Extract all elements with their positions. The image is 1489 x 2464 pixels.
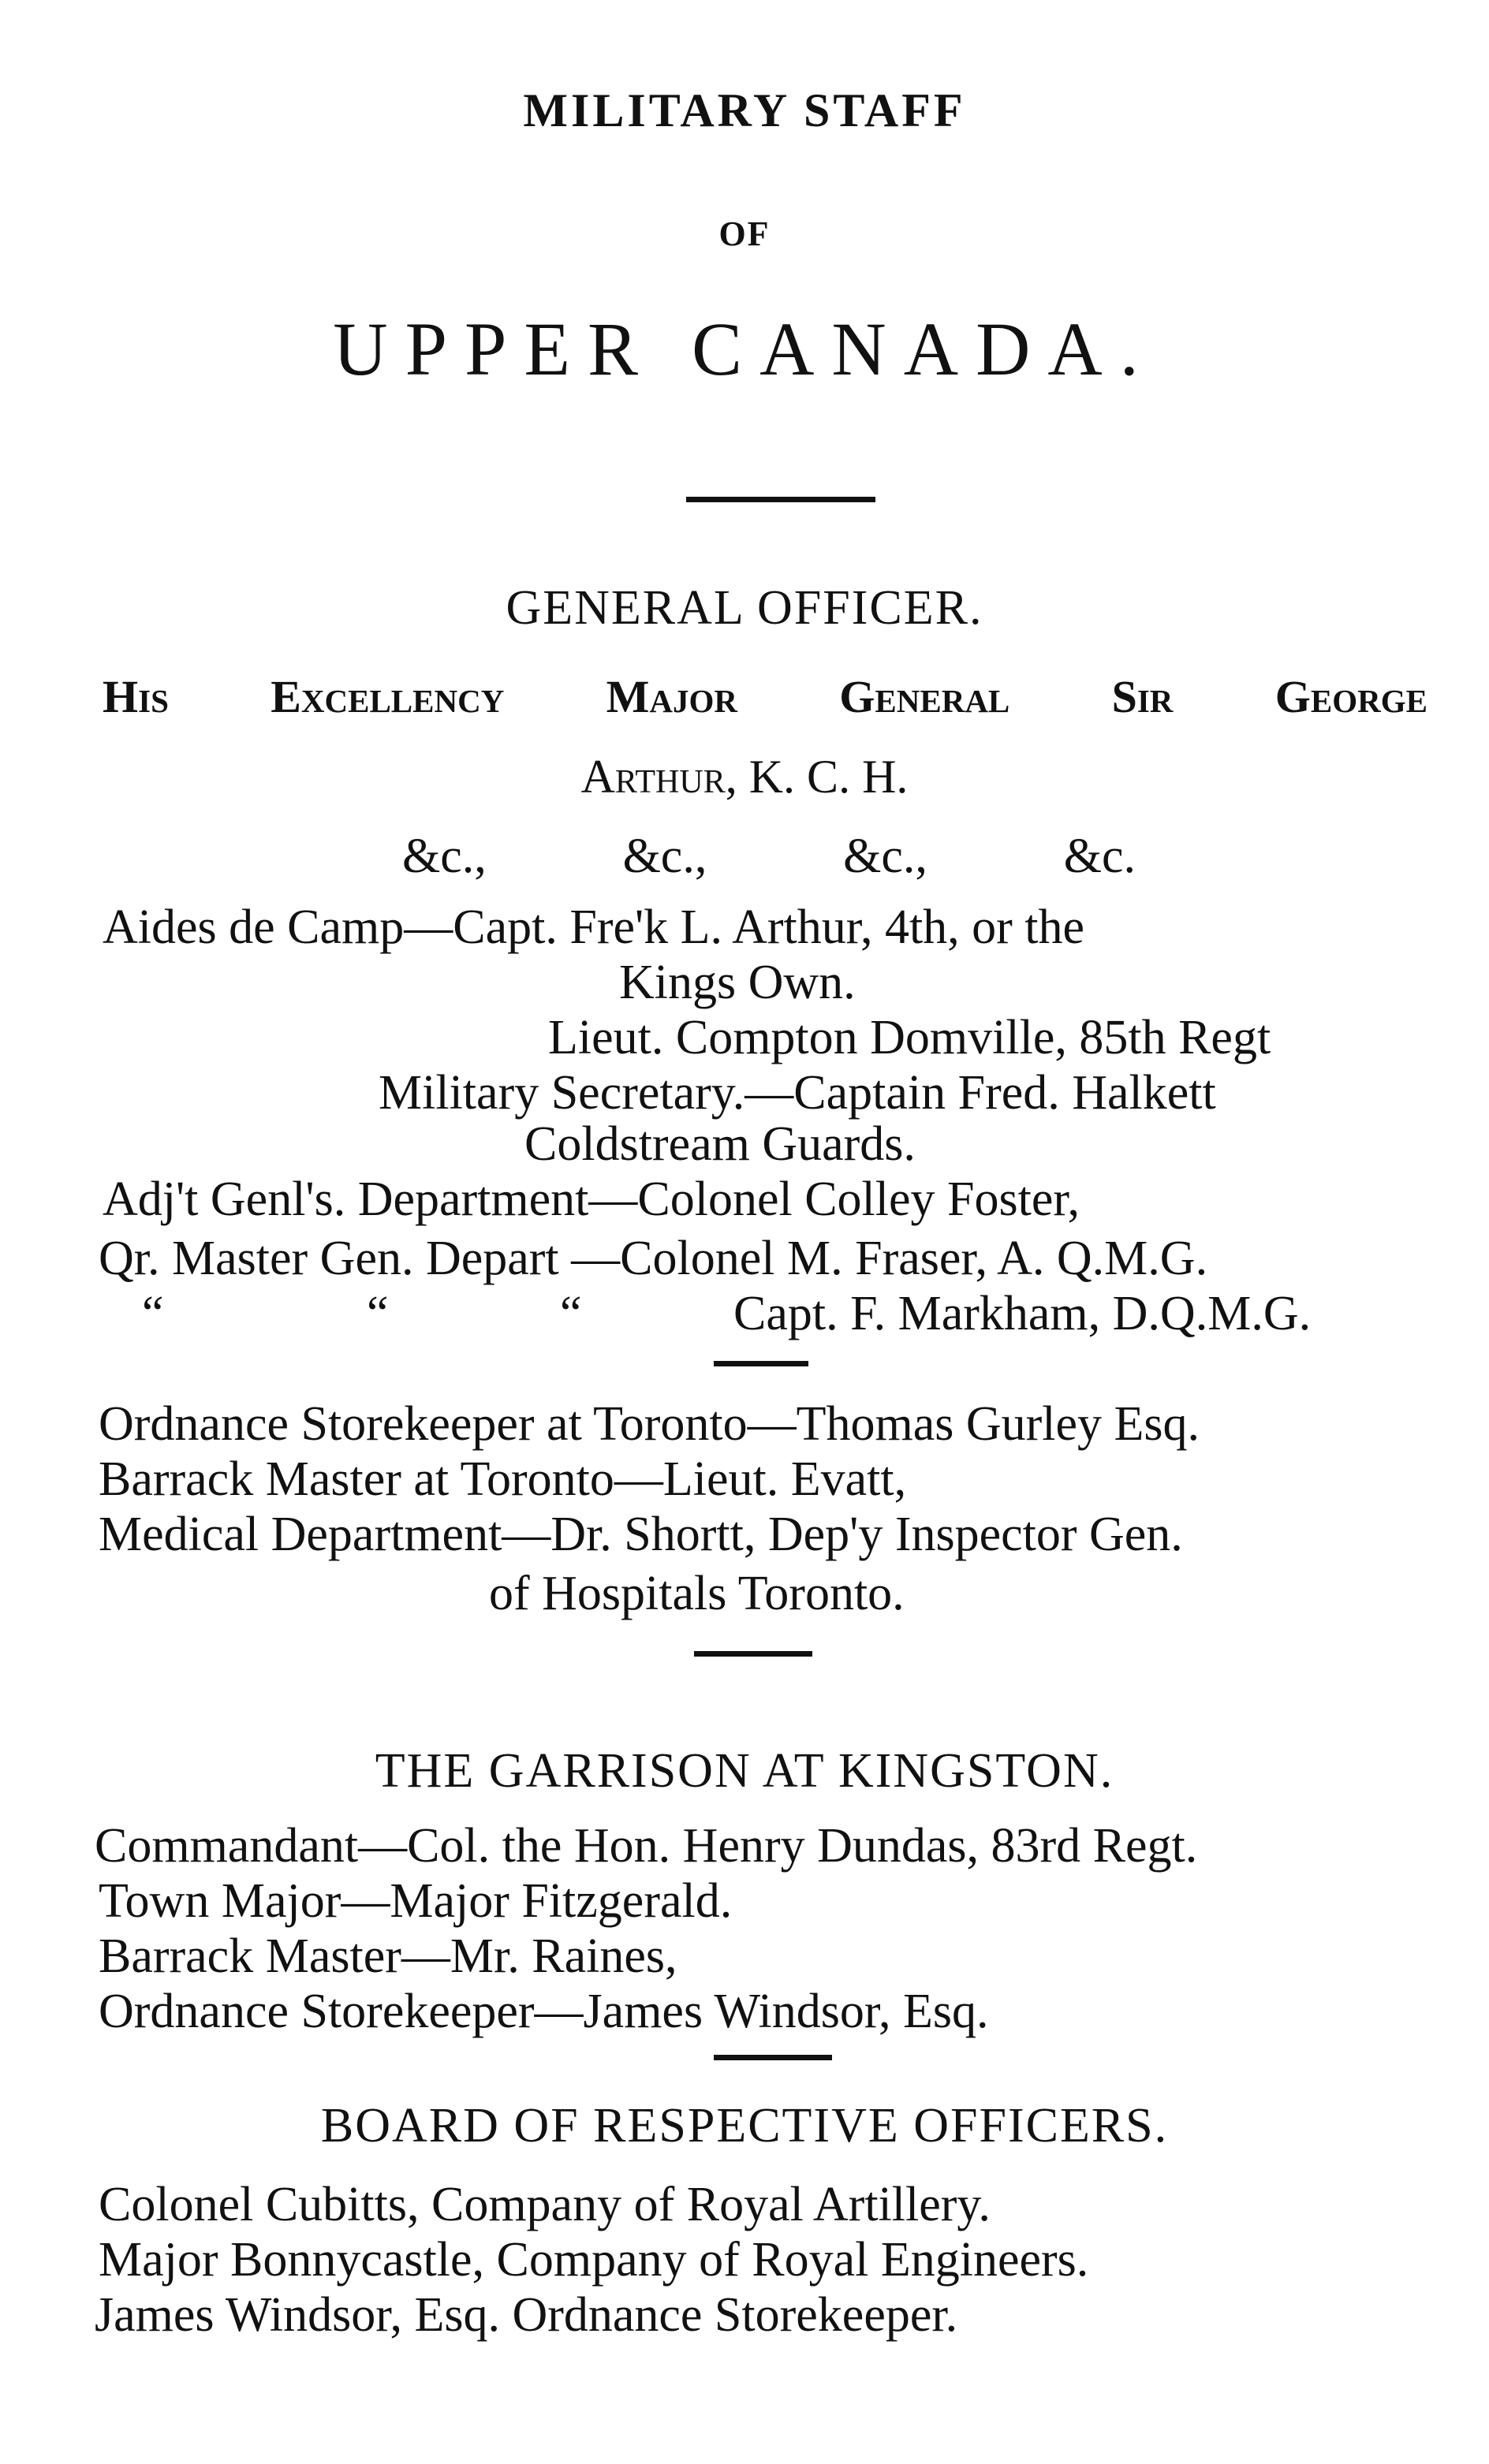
name-word: Sir — [1111, 671, 1174, 722]
kingston-line: Barrack Master—Mr. Raines, — [99, 1929, 677, 1983]
ditto-mark: “ — [142, 1287, 164, 1340]
toronto-ordnance-line: Ordnance Storekeeper at Toronto—Thomas Gurley Esq. — [99, 1397, 1200, 1451]
title-line-2: OF — [718, 214, 771, 253]
divider — [714, 2055, 832, 2060]
board-line: James Windsor, Esq. Ordnance Storekeeper. — [95, 2288, 958, 2342]
quarter-master-line: Qr. Master Gen. Depart —Colonel M. Fraser, A. Q.M.G. — [99, 1232, 1208, 1285]
etc-item: &c. — [1063, 829, 1136, 883]
military-secretary-line-1: Military Secretary.—Captain Fred. Halkett — [379, 1066, 1216, 1120]
aides-de-camp-line-2: Kings Own. — [619, 956, 856, 1009]
toronto-barrack-line: Barrack Master at Toronto—Lieut. Evatt, — [99, 1452, 907, 1506]
kingston-line: Ordnance Storekeeper—James Windsor, Esq. — [99, 1985, 989, 2038]
etc-line — [402, 829, 1136, 883]
adjutant-general-line: Adj't Genl's. Department—Colonel Colley Foster, — [103, 1172, 1080, 1226]
board-line: Major Bonnycastle, Company of Royal Engineers. — [99, 2233, 1089, 2287]
divider — [694, 1651, 812, 1657]
name-word: George — [1274, 671, 1427, 722]
etc-item: &c., — [843, 829, 927, 883]
general-officer-name-line-1 — [103, 671, 1427, 722]
general-officer-heading: GENERAL OFFICER. — [506, 581, 983, 635]
title-line-3: UPPER CANADA. — [333, 307, 1156, 391]
etc-item: &c., — [622, 829, 707, 883]
aides-de-camp-line-1: Aides de Camp—Capt. Fre'k L. Arthur, 4th, or the — [103, 900, 1085, 954]
title-line-1: MILITARY STAFF — [523, 84, 966, 136]
kingston-line: Commandant—Col. the Hon. Henry Dundas, 83rd Regt. — [95, 1819, 1198, 1873]
name-word: His — [103, 671, 169, 722]
military-secretary-line-2: Coldstream Guards. — [524, 1117, 916, 1171]
ditto-entry: Capt. F. Markham, D.Q.M.G. — [733, 1287, 1312, 1340]
board-line: Colonel Cubitts, Company of Royal Artillery. — [99, 2178, 991, 2231]
toronto-medical-line-2: of Hospitals Toronto. — [489, 1567, 905, 1620]
name-word: General — [839, 671, 1010, 722]
aides-de-camp-line-3: Lieut. Compton Domville, 85th Regt — [548, 1011, 1271, 1064]
divider — [714, 1361, 808, 1366]
ditto-mark: “ — [367, 1287, 389, 1340]
toronto-medical-line-1: Medical Department—Dr. Shortt, Dep'y Inspector Gen. — [99, 1508, 1183, 1561]
name-word: Excellency — [271, 671, 505, 722]
general-officer-name-line-2: Arthur, K. C. H. — [580, 751, 909, 803]
board-heading: BOARD OF RESPECTIVE OFFICERS. — [320, 2099, 1169, 2153]
ditto-mark: “ — [560, 1287, 582, 1340]
kingston-heading: THE GARRISON AT KINGSTON. — [375, 1744, 1114, 1798]
divider — [686, 497, 875, 502]
kingston-line: Town Major—Major Fitzgerald. — [99, 1874, 733, 1928]
name-word: Major — [606, 671, 737, 722]
etc-item: &c., — [402, 829, 487, 883]
